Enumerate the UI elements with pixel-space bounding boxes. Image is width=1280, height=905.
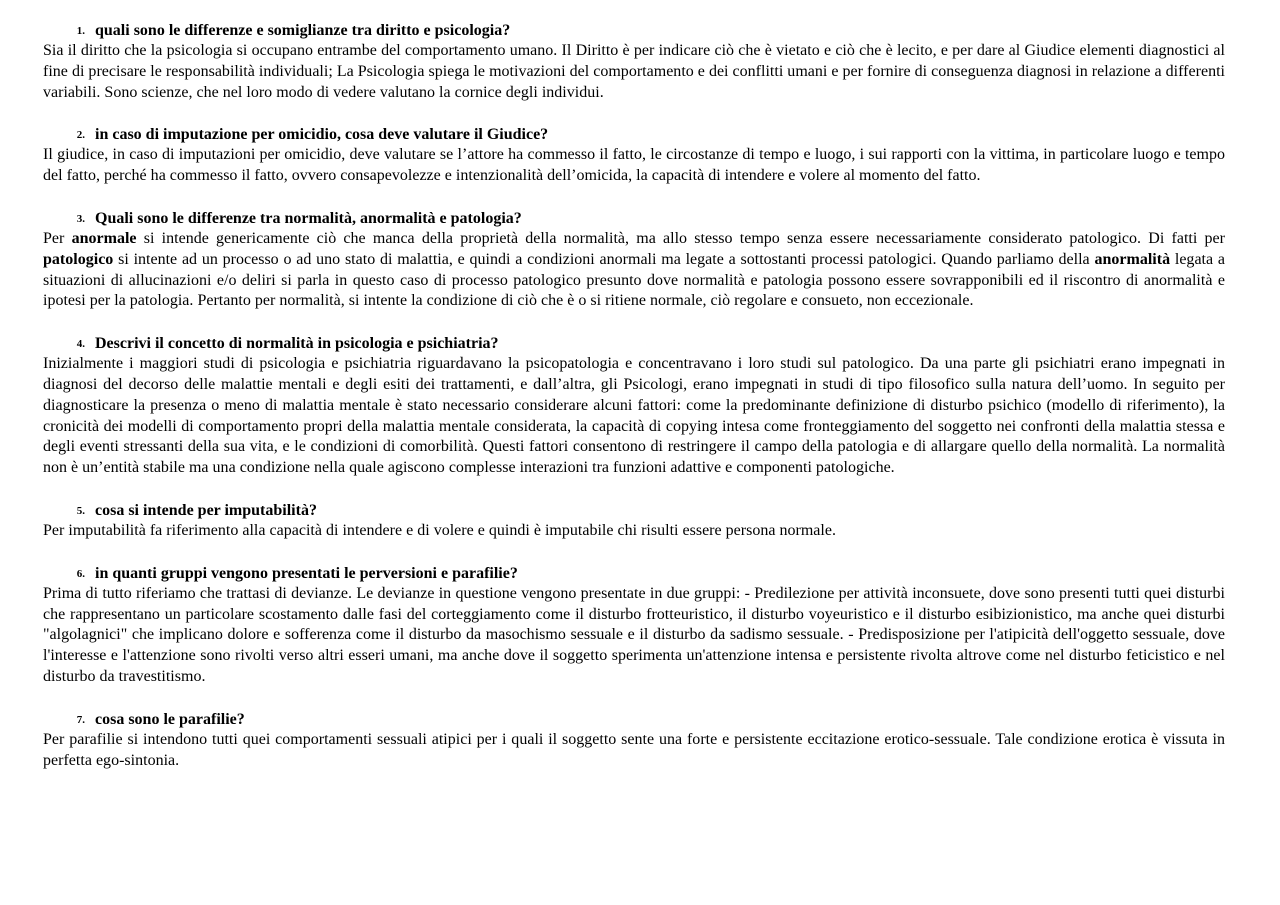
question-5: [43, 500, 1225, 521]
answer-2: [43, 145, 1225, 187]
answer-text: Sia il diritto che la psicologia si occupano entrambe del comportamento umano. Il Diritto è per indicare ciò che è vietato e ciò che è lecito, e per dare al Giudice elementi diagnostici al fine di precisare le responsabilità individuali; La Psicologia spiega le motivazioni del comportamento e dei conflitti umani e per fornire di conseguenza diagnosi in relazione a differenti variabili. Sono scienze, che nel loro modo di vedere valutano la cornice degli individui.: [43, 42, 1225, 101]
question-number: 6.: [76, 567, 85, 580]
document-page: [43, 20, 1225, 792]
answer-text: Per imputabilità fa riferimento alla capacità di intendere e di volere e quindi è imputabile chi risulti essere persona normale.: [43, 521, 836, 539]
question-number: 7.: [76, 713, 85, 726]
answer-text: Prima di tutto riferiamo che trattasi di devianze. Le devianze in questione vengono presentate in due gruppi: - Predilezione per attività inconsuete, dove sono presenti tutti quei disturbi che rappresentano un particolare scostamento dalle fasi del corteggiamento come il disturbo frotteuristico, il disturbo voyeuristico e il disturbo esibizionistico, ma anche quei disturbi "algolagnici" che implicano dolore e sofferenza come il disturbo da masochismo sessuale e il disturbo da sadismo sessuale. - Predisposizione per l'atipicità dell'oggetto sessuale, dove l'interesse e l'attenzione sono rivolti verso altri esseri umani, ma anche dove il soggetto sperimenta un'attenzione intensa e persistente rivolta altrove come nel disturbo feticistico e nel disturbo da travestitismo.: [43, 584, 1225, 685]
answer-text: si intente ad un processo o ad uno stato di malattia, e quindi a condizioni anormali ma legate a sottostanti processi patologici. Quando parliamo della: [113, 250, 1095, 268]
answer-4: [43, 354, 1225, 479]
answer-7: [43, 730, 1225, 772]
question-number: 1.: [76, 25, 85, 37]
question-1: [43, 20, 1225, 41]
answer-text: Il giudice, in caso di imputazioni per omicidio, deve valutare se l’attore ha commesso il fatto, le circostanze di tempo e luogo, i sui rapporti con la vittima, in particolare luogo e tempo del fatto, perché ha commesso il fatto, ovvero consapevolezze e intenzionalità dell’omicida, la capacità di intendere e volere al momento del fatto.: [43, 146, 1225, 185]
qa-item-4: [43, 333, 1225, 479]
qa-item-6: [43, 563, 1225, 688]
question-3: [43, 208, 1225, 229]
question-4: [43, 333, 1225, 354]
question-2: [43, 124, 1225, 145]
qa-item-7: [43, 709, 1225, 772]
qa-item-5: [43, 500, 1225, 542]
question-text: Quali sono le differenze tra normalità, anormalità e patologia?: [95, 209, 522, 227]
answer-6: [43, 584, 1225, 688]
question-text: quali sono le differenze e somiglianze tra diritto e psicologia?: [95, 22, 511, 39]
answer-term-patologico: patologico: [43, 250, 114, 268]
question-text: Descrivi il concetto di normalità in psicologia e psichiatria?: [95, 335, 499, 353]
answer-text: legata a situazioni di allucinazioni e/o deliri si parla in questo caso di processo patologico presunto dove normalità e patologia possono essere sovrapponibili ed il riscontro di anormalità e ipotesi per la patologia. Pertanto per normalità, si intente la condizione di ciò che è o si ritiene normale, ciò regolare e consueto, non eccezionale.: [43, 250, 1226, 310]
question-number: 2.: [76, 129, 85, 142]
answer-3: [43, 229, 1225, 312]
answer-text: Inizialmente i maggiori studi di psicologia e psichiatria riguardavano la psicopatologia e concentravano i loro studi sul patologico. Da una parte gli psichiatri erano impegnati in diagnosi del decorso delle malattie mentali e degli esiti dei trattamenti, e dall’altra, gli Psicologi, erano impegnati in studi di tipo filosofico sulla natura dell’uomo. In seguito per diagnosticare la presenza o meno di malattia mentale è stato necessario considerare alcuni fattori: come la predominante definizione di disturbo psichico (modello di riferimento), la cronicità dei modelli di comportamento propri della malattia mentale considerata, la capacità di copying intesa come fronteggiamento del soggetto nei confronti della malattia stessa e degli eventi stressanti della sua vita, e le condizioni di comorbilità. Questi fattori consentono di restringere il campo della patologia e di allargare quello della normalità. La normalità non è un’entità stabile ma una condizione nella quale agiscono complesse interazioni tra funzioni adattive e componenti patologiche.: [43, 355, 1225, 477]
answer-term-anormale: anormale: [71, 229, 137, 247]
qa-item-2: [43, 124, 1225, 187]
question-7: [43, 709, 1225, 730]
qa-item-3: [43, 208, 1225, 312]
question-number: 4.: [76, 338, 85, 351]
answer-text: si intende genericamente ciò che manca della proprietà della normalità, ma allo stesso tempo senza essere necessariamente considerato patologico. Di fatti per: [136, 229, 1225, 247]
answer-term-anormalita: anormalità: [1094, 250, 1171, 268]
qa-item-1: [43, 20, 1225, 103]
question-text: in caso di imputazione per omicidio, cosa deve valutare il Giudice?: [95, 126, 549, 144]
answer-5: [43, 521, 1225, 542]
question-number: 5.: [76, 504, 85, 517]
answer-text: Per parafilie si intendono tutti quei comportamenti sessuali atipici per i quali il soggetto sente una forte e persistente eccitazione erotico-sessuale. Tale condizione erotica è vissuta in perfetta ego-sintonia.: [43, 730, 1225, 769]
answer-text: Per: [43, 229, 72, 247]
answer-1: [43, 41, 1225, 103]
question-6: [43, 563, 1225, 584]
question-text: in quanti gruppi vengono presentati le perversioni e parafilie?: [95, 564, 518, 582]
question-text: cosa si intende per imputabilità?: [95, 501, 317, 519]
question-number: 3.: [76, 212, 85, 225]
question-text: cosa sono le parafilie?: [95, 710, 245, 728]
